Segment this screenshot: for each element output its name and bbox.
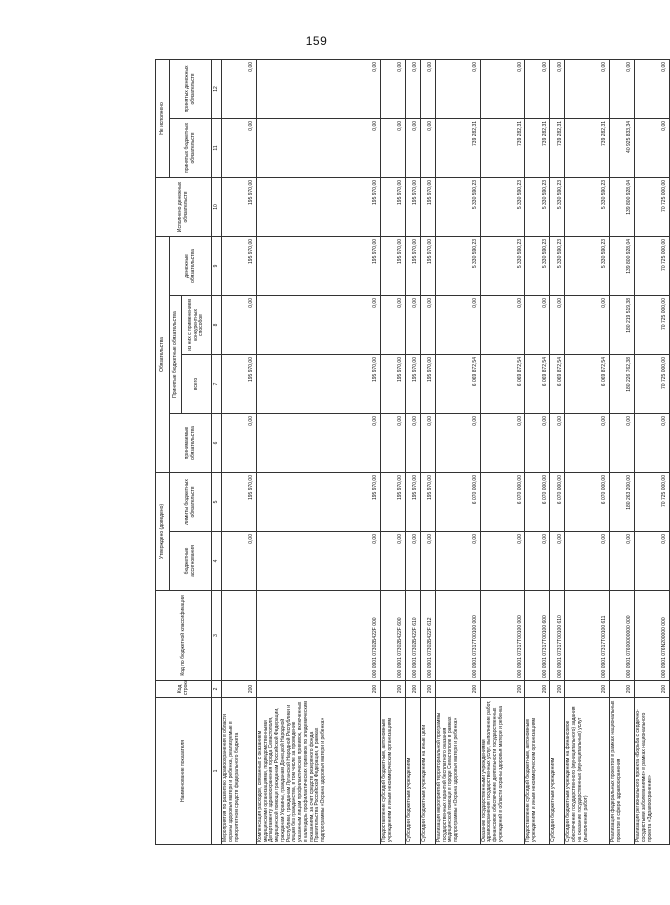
budget-limits-cell: 6 070 000,00 (550, 473, 565, 532)
monetary-obligations-cell: 195 970,00 (420, 236, 435, 295)
executed-monetary-cell: 5 330 590,23 (565, 177, 610, 236)
accepted-obligations-cell: 0,00 (610, 414, 635, 473)
accepted-total-cell: 195 970,00 (222, 355, 257, 414)
unexecuted-monetary-cell: 0,00 (480, 59, 525, 118)
unexecuted-monetary-cell: 0,00 (420, 59, 435, 118)
monetary-obligations-cell: 195 970,00 (380, 236, 405, 295)
page-number: 159 (305, 34, 328, 48)
accepted-competitive-cell: 0,00 (550, 296, 565, 355)
line-code-cell: 200 (480, 681, 525, 698)
line-code-cell: 200 (635, 681, 670, 698)
line-code-cell: 200 (565, 681, 610, 698)
budget-code-cell: 000 0901 07302Б422F 600 (380, 591, 405, 681)
unexecuted-monetary-cell: 0,00 (565, 59, 610, 118)
accepted-competitive-cell: 0,00 (405, 296, 420, 355)
column-number: 5 (212, 473, 222, 532)
accepted-total-cell: 6 069 872,54 (565, 355, 610, 414)
accepted-total-cell: 70 725 000,00 (635, 355, 670, 414)
budget-code-cell: 000 0901 07302Б422F 612 (420, 591, 435, 681)
column-number: 7 (212, 355, 222, 414)
header-obligations: Обязательства (156, 236, 170, 472)
table-row (550, 59, 565, 844)
table-body (222, 59, 670, 844)
header-executed-monetary: Исполнено денежных обязательств (156, 177, 212, 236)
budget-allocations-cell: 0,00 (480, 532, 525, 591)
budget-limits-cell: 6 070 000,00 (525, 473, 550, 532)
budget-limits-cell: 195 970,00 (222, 473, 257, 532)
unexecuted-budget-cell: 0,00 (222, 118, 257, 177)
table-row (480, 59, 525, 844)
budget-code-cell: 000 0901 07302Б422F 610 (405, 591, 420, 681)
accepted-total-cell: 180 226 762,38 (610, 355, 635, 414)
accepted-obligations-cell: 0,00 (222, 414, 257, 473)
table-row (222, 59, 257, 844)
line-code-cell: 200 (256, 681, 380, 698)
budget-code-cell: 000 0901 07302Б422F 000 (256, 591, 380, 681)
indicator-name-cell: Субсидии бюджетным учреждениям (405, 698, 420, 845)
unexecuted-monetary-cell: 0,00 (635, 59, 670, 118)
accepted-obligations-cell: 0,00 (435, 414, 480, 473)
budget-allocations-cell: 0,00 (420, 532, 435, 591)
column-number: 10 (212, 177, 222, 236)
accepted-competitive-cell: 0,00 (256, 296, 380, 355)
line-code-cell: 200 (420, 681, 435, 698)
budget-code-cell: 000 0901 07317Т00100 610 (550, 591, 565, 681)
indicator-name-cell: Субсидии бюджетным учреждениям (550, 698, 565, 845)
column-number: 11 (212, 118, 222, 177)
accepted-total-cell: 195 970,00 (256, 355, 380, 414)
header-approved: Утверждено (доведено) (156, 473, 170, 591)
executed-monetary-cell: 5 330 590,23 (525, 177, 550, 236)
accepted-total-cell: 6 069 872,54 (525, 355, 550, 414)
unexecuted-budget-cell: 0,00 (380, 118, 405, 177)
budget-limits-cell: 70 725 000,00 (635, 473, 670, 532)
unexecuted-budget-cell: 0,00 (405, 118, 420, 177)
column-number: 2 (212, 681, 222, 698)
header-competitive: из них с применением конкурентных способов (182, 296, 212, 355)
accepted-competitive-cell: 0,00 (480, 296, 525, 355)
header-unexecuted-budget: принятых бюджетных обязательств (170, 118, 212, 177)
monetary-obligations-cell: 5 330 590,23 (525, 236, 550, 295)
unexecuted-budget-cell: 0,00 (635, 118, 670, 177)
table-row (565, 59, 610, 844)
line-code-cell: 200 (610, 681, 635, 698)
unexecuted-monetary-cell: 0,00 (550, 59, 565, 118)
header-budget-limits: лимиты бюджетных обязательств (170, 473, 212, 532)
budget-allocations-cell: 0,00 (435, 532, 480, 591)
budget-limits-cell: 6 070 000,00 (435, 473, 480, 532)
budget-limits-cell: 195 970,00 (420, 473, 435, 532)
rotated-table-container (155, 62, 670, 845)
line-code-cell: 200 (550, 681, 565, 698)
budget-limits-cell: 195 970,00 (380, 473, 405, 532)
unexecuted-monetary-cell: 0,00 (610, 59, 635, 118)
budget-limits-cell: 195 970,00 (405, 473, 420, 532)
indicator-name-cell: Реализация федеральных проектов в рамках национальных проектов в сфере здравоохранения (610, 698, 635, 845)
accepted-obligations-cell: 0,00 (380, 414, 405, 473)
unexecuted-budget-cell: 739 282,31 (435, 118, 480, 177)
accepted-total-cell: 6 069 872,54 (435, 355, 480, 414)
table-row (635, 59, 670, 844)
executed-monetary-cell: 5 330 590,23 (480, 177, 525, 236)
monetary-obligations-cell: 5 330 590,23 (565, 236, 610, 295)
indicator-name-cell: Предоставление субсидий бюджетным, автономным учреждениям и иным некоммерческим организациям (380, 698, 405, 845)
header-not-executed: Не исполнено (156, 59, 170, 177)
unexecuted-monetary-cell: 0,00 (525, 59, 550, 118)
header-budget-allocations: бюджетные ассигнования (170, 532, 212, 591)
column-number: 12 (212, 59, 222, 118)
column-number: 1 (212, 698, 222, 845)
indicator-name-cell: Предоставление субсидий бюджетным, автономным учреждениям и иным некоммерческим организациям (525, 698, 550, 845)
unexecuted-monetary-cell: 0,00 (222, 59, 257, 118)
unexecuted-budget-cell: 739 282,31 (550, 118, 565, 177)
executed-monetary-cell: 195 970,00 (256, 177, 380, 236)
table-row (435, 59, 480, 844)
budget-allocations-cell: 0,00 (405, 532, 420, 591)
monetary-obligations-cell: 5 330 590,23 (550, 236, 565, 295)
accepted-total-cell: 195 970,00 (420, 355, 435, 414)
budget-code-cell: 000 0901 07317Т00100 000 (435, 591, 480, 681)
executed-monetary-cell: 5 330 590,23 (550, 177, 565, 236)
monetary-obligations-cell: 195 970,00 (256, 236, 380, 295)
budget-code-cell: 000 0901 07317Т00100 611 (565, 591, 610, 681)
indicator-name-cell: Субсидии бюджетным учреждениям на финансовое обеспечение государственного (муниципального) задания на оказание государственных (муниципальных) услуг (выполнение работ) (565, 698, 610, 845)
header-accepted-obligations: принимаемые обязательства (170, 414, 212, 473)
budget-allocations-cell: 0,00 (222, 532, 257, 591)
unexecuted-budget-cell: 739 282,31 (565, 118, 610, 177)
budget-code-cell: 000 0901 07317Т00100 000 (480, 591, 525, 681)
accepted-obligations-cell: 0,00 (420, 414, 435, 473)
accepted-obligations-cell: 0,00 (635, 414, 670, 473)
table-row (420, 59, 435, 844)
budget-limits-cell: 195 970,00 (256, 473, 380, 532)
unexecuted-budget-cell: 739 282,31 (480, 118, 525, 177)
accepted-competitive-cell: 0,00 (525, 296, 550, 355)
header-line-code: Код строки (156, 681, 212, 698)
column-number: 9 (212, 236, 222, 295)
accepted-obligations-cell: 0,00 (550, 414, 565, 473)
accepted-competitive-cell: 0,00 (565, 296, 610, 355)
accepted-obligations-cell: 0,00 (525, 414, 550, 473)
table-row (380, 59, 405, 844)
budget-allocations-cell: 0,00 (565, 532, 610, 591)
header-budget-code: Код по бюджетной классификации (156, 591, 212, 681)
line-code-cell: 200 (525, 681, 550, 698)
accepted-total-cell: 6 069 872,54 (480, 355, 525, 414)
indicator-name-cell: Реализация мероприятий территориальной программы государственных гарантий бесплатного оказания медицинской помощи в городе Севастополе в рамках подпрограммы «Охрана здоровья матери и ребенка» (435, 698, 480, 845)
indicator-name-cell: Компенсация расходов, связанных с оказанием медицинскими организациями, подведомственными Департаменту здравоохранения города Севастополя, медицинской помощи гражданам Российской Федерации, гражданам Украины, гражданам Донецкой Народной Республики, гражданам Луганской Народной Республики и лицам без гражданства, в том числе за проведение указанным лицам профилактических прививок, включенных в календарь профилактических прививок по эпидемическим показаниям, за счет средств резервного фонда Правительства Российской Федерации, в рамках подпрограммы «Охрана здоровья матери и ребенка» (256, 698, 380, 845)
table-row (256, 59, 380, 844)
executed-monetary-cell: 195 970,00 (380, 177, 405, 236)
unexecuted-monetary-cell: 0,00 (405, 59, 420, 118)
line-code-cell: 200 (405, 681, 420, 698)
executed-monetary-cell: 139 800 928,04 (610, 177, 635, 236)
executed-monetary-cell: 195 970,00 (420, 177, 435, 236)
column-number: 8 (212, 296, 222, 355)
budget-allocations-cell: 0,00 (635, 532, 670, 591)
accepted-obligations-cell: 0,00 (405, 414, 420, 473)
accepted-competitive-cell: 0,00 (222, 296, 257, 355)
column-number: 4 (212, 532, 222, 591)
unexecuted-monetary-cell: 0,00 (256, 59, 380, 118)
unexecuted-budget-cell: 0,00 (420, 118, 435, 177)
executed-monetary-cell: 5 330 590,23 (435, 177, 480, 236)
indicator-name-cell: Реализация регионального проекта «Борьба с сердечно-сосудистыми заболеваниями» в рамках национального проекта «Здравоохранение» (635, 698, 670, 845)
unexecuted-monetary-cell: 0,00 (380, 59, 405, 118)
table-row (405, 59, 420, 844)
monetary-obligations-cell: 5 330 590,23 (480, 236, 525, 295)
monetary-obligations-cell: 195 970,00 (405, 236, 420, 295)
budget-execution-table (155, 59, 670, 845)
budget-allocations-cell: 0,00 (525, 532, 550, 591)
budget-code-cell: 000 0901 076N200000 000 (635, 591, 670, 681)
executed-monetary-cell: 195 970,00 (405, 177, 420, 236)
accepted-competitive-cell: 0,00 (380, 296, 405, 355)
budget-limits-cell: 6 070 000,00 (565, 473, 610, 532)
header-indicator: Наименование показателя (156, 698, 212, 845)
table-row (525, 59, 550, 844)
accepted-total-cell: 195 970,00 (405, 355, 420, 414)
header-accepted-budget-obligations: Принятые бюджетные обязательства (170, 296, 182, 414)
line-code-cell: 200 (380, 681, 405, 698)
line-code-cell: 200 (435, 681, 480, 698)
indicator-name-cell: Мероприятия по развитию здравоохранения в области охраны здоровья матери и ребенка, реализуемые в приоритетном средств федерального бюджета (222, 698, 257, 845)
header-unexecuted-monetary: принятых денежных обязательств (170, 59, 212, 118)
budget-limits-cell: 6 070 000,00 (480, 473, 525, 532)
accepted-competitive-cell: 0,00 (420, 296, 435, 355)
monetary-obligations-cell: 139 800 928,04 (610, 236, 635, 295)
monetary-obligations-cell: 70 725 000,00 (635, 236, 670, 295)
accepted-obligations-cell: 0,00 (256, 414, 380, 473)
accepted-competitive-cell: 180 219 519,38 (610, 296, 635, 355)
executed-monetary-cell: 70 725 000,00 (635, 177, 670, 236)
budget-allocations-cell: 0,00 (550, 532, 565, 591)
executed-monetary-cell: 195 970,00 (222, 177, 257, 236)
accepted-competitive-cell: 0,00 (435, 296, 480, 355)
indicator-name-cell: Оказание государственными учреждениями здравоохранения государственных услуг, выполнение работ, финансовое обеспечение деятельности государственных учреждений в области охраны здоровья матери и ребенка (480, 698, 525, 845)
budget-allocations-cell: 0,00 (610, 532, 635, 591)
accepted-total-cell: 6 069 872,54 (550, 355, 565, 414)
accepted-total-cell: 195 970,00 (380, 355, 405, 414)
unexecuted-budget-cell: 40 925 833,34 (610, 118, 635, 177)
unexecuted-budget-cell: 739 282,31 (525, 118, 550, 177)
budget-code-cell (222, 591, 257, 681)
budget-code-cell: 000 0901 07317Т00100 600 (525, 591, 550, 681)
budget-limits-cell: 180 263 200,00 (610, 473, 635, 532)
column-number: 6 (212, 414, 222, 473)
monetary-obligations-cell: 5 330 590,23 (435, 236, 480, 295)
header-monetary-obligations: денежные обязательства (170, 236, 212, 295)
table-row (610, 59, 635, 844)
header-total: всего (182, 355, 212, 414)
budget-allocations-cell: 0,00 (380, 532, 405, 591)
accepted-obligations-cell: 0,00 (480, 414, 525, 473)
unexecuted-monetary-cell: 0,00 (435, 59, 480, 118)
column-number: 3 (212, 591, 222, 681)
monetary-obligations-cell: 195 970,00 (222, 236, 257, 295)
accepted-obligations-cell: 0,00 (565, 414, 610, 473)
accepted-competitive-cell: 70 725 000,00 (635, 296, 670, 355)
unexecuted-budget-cell: 0,00 (256, 118, 380, 177)
indicator-name-cell: Субсидии бюджетным учреждениям на иные цели (420, 698, 435, 845)
line-code-cell: 200 (222, 681, 257, 698)
budget-code-cell: 000 0901 07600000000 000 (610, 591, 635, 681)
budget-allocations-cell: 0,00 (256, 532, 380, 591)
